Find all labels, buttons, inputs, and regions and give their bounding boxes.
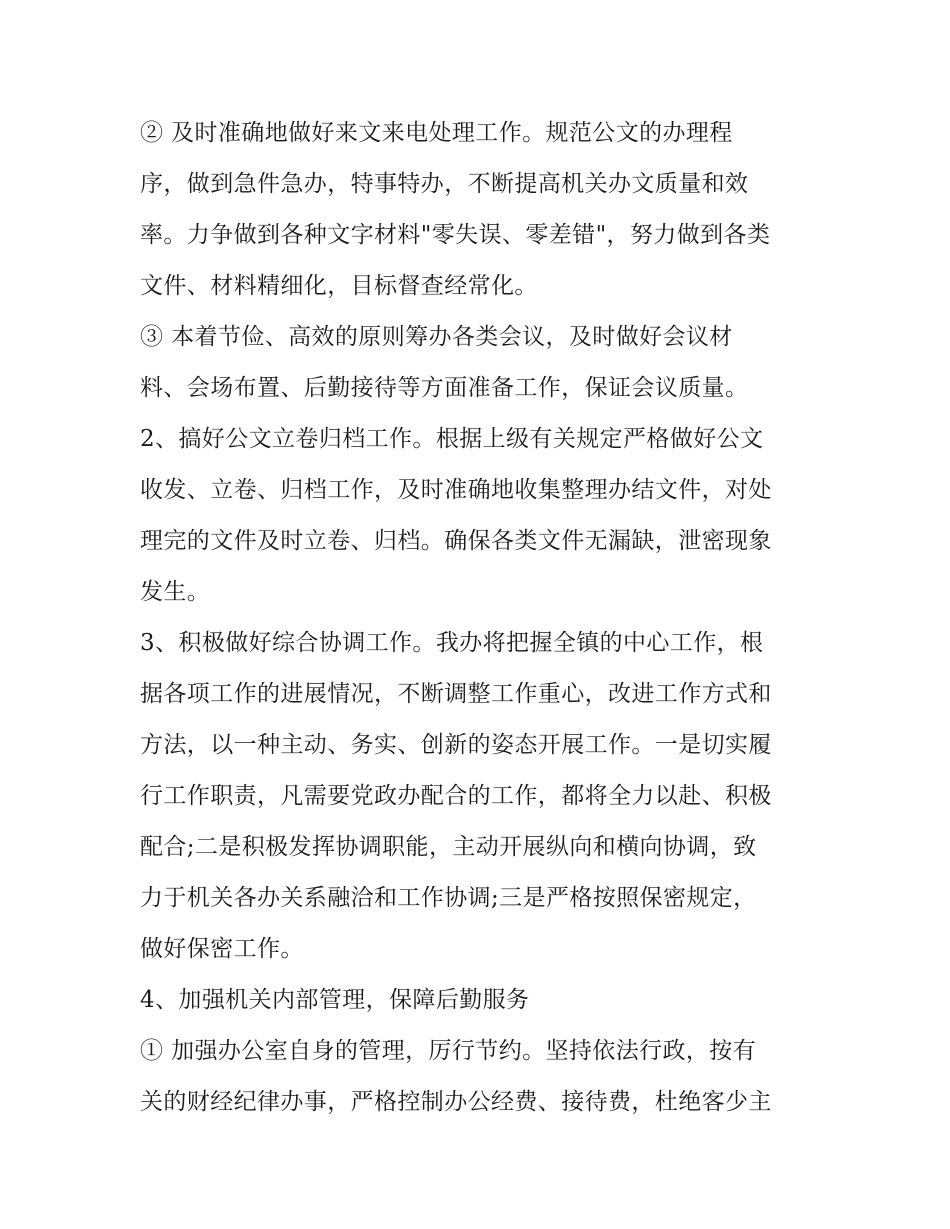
text-line: 发生。 (140, 579, 211, 605)
document-body (140, 108, 820, 1128)
text-line: 文件、材料精细化，目标督查经常化。 (140, 273, 538, 299)
text-line: 做好保密工作。 (140, 936, 304, 962)
text-line: 力于机关各办关系融洽和工作协调;三是严格按照保密规定， (140, 885, 757, 911)
text-line: 3、积极做好综合协调工作。我办将把握全镇的中心工作，根 (140, 630, 764, 656)
text-line: ② 及时准确地做好来文来电处理工作。规范公文的办理程 (140, 120, 733, 146)
text-line: 理完的文件及时立卷、归档。确保各类文件无漏缺，泄密现象 (140, 528, 772, 554)
text-line: 配合;二是积极发挥协调职能，主动开展纵向和横向协调，致 (140, 834, 757, 860)
text-line: 方法，以一种主动、务实、创新的姿态开展工作。一是切实履 (140, 732, 772, 758)
text-line: 料、会场布置、后勤接待等方面准备工作，保证会议质量。 (140, 375, 749, 401)
text-line: 据各项工作的进展情况，不断调整工作重心，改进工作方式和 (140, 681, 772, 707)
text-line: 行工作职责，凡需要党政办配合的工作，都将全力以赴、积极 (140, 783, 772, 809)
text-line: 4、加强机关内部管理，保障后勤服务 (140, 987, 530, 1013)
text-line: 率。力争做到各种文字材料"零失误、零差错"，努力做到各类 (140, 222, 771, 248)
text-line: 收发、立卷、归档工作，及时准确地收集整理办结文件，对处 (140, 477, 772, 503)
text-line: ③ 本着节俭、高效的原则筹办各类会议，及时做好会议材 (140, 324, 733, 350)
text-line: 2、搞好公文立卷归档工作。根据上级有关规定严格做好公文 (140, 426, 764, 452)
text-line: 关的财经纪律办事，严格控制办公经费、接待费，杜绝客少主 (140, 1089, 772, 1115)
text-line: ① 加强办公室自身的管理，厉行节约。坚持依法行政，按有 (140, 1038, 757, 1064)
text-line: 序，做到急件急办，特事特办，不断提高机关办文质量和效 (140, 171, 749, 197)
